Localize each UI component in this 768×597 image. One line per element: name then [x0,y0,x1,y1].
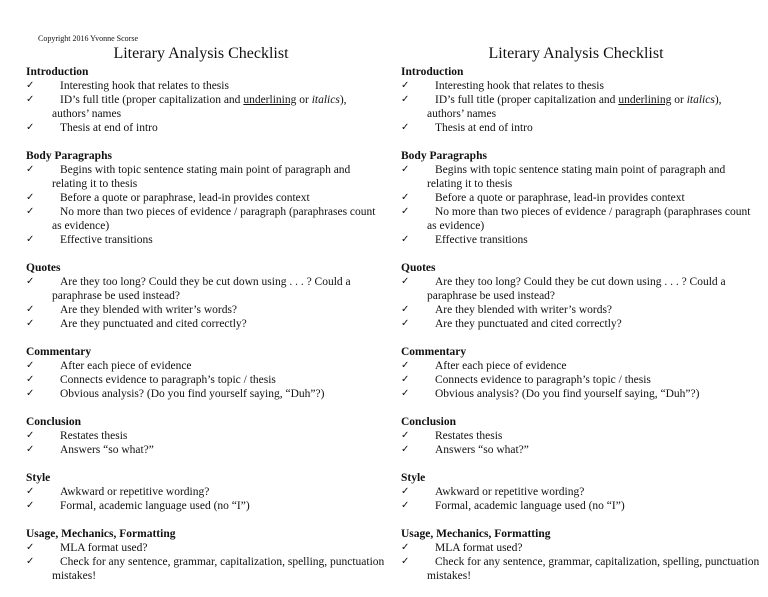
item-text: Are they too long? Could they be cut down using . . . ? Could a paraphrase be used instead? [427,276,726,302]
checklist-item [26,191,386,205]
section-heading: Commentary [401,346,467,358]
item-text: Connects evidence to paragraph’s topic / thesis [435,374,651,386]
checkmark-icon: ✓ [401,304,410,315]
item-text: Interesting hook that relates to thesis [60,80,229,92]
section-heading: Conclusion [26,416,81,428]
checkmark-icon: ✓ [26,500,35,511]
checklist-item [401,373,761,387]
item-text: Restates thesis [60,430,128,442]
checklist-section [401,149,761,247]
item-text: Thesis at end of intro [435,122,533,134]
checkmark-icon: ✓ [401,80,410,91]
checklist-section [401,415,761,457]
item-text: Begins with topic sentence stating main point of paragraph and relating it to thesis [52,164,351,190]
item-text: Formal, academic language used (no “I”) [60,500,250,512]
checklist-item [401,233,761,247]
section-heading: Quotes [26,262,61,274]
item-text: No more than two pieces of evidence / paragraph (paraphrases count as evidence) [427,206,751,232]
checklist-section [26,65,386,135]
checklist-section [26,527,386,583]
section-heading: Body Paragraphs [401,150,487,162]
checklist-item [26,443,386,457]
checklist-item [26,163,386,191]
checkmark-icon: ✓ [26,486,35,497]
section-heading: Usage, Mechanics, Formatting [26,528,176,540]
checklist-item [26,79,386,93]
item-text: Obvious analysis? (Do you find yourself saying, “Duh”?) [60,388,325,400]
checkmark-icon: ✓ [401,164,410,175]
checkmark-icon: ✓ [26,388,35,399]
checkmark-icon: ✓ [26,164,35,175]
checklist-item [401,443,761,457]
checklist-item [401,191,761,205]
item-text: Answers “so what?” [435,444,529,456]
item-text: No more than two pieces of evidence / paragraph (paraphrases count as evidence) [52,206,376,232]
checkmark-icon: ✓ [26,318,35,329]
checklist-item [26,275,386,303]
checklist-item [401,499,761,513]
checklist-item [401,359,761,373]
checkmark-icon: ✓ [401,542,410,553]
item-text: Obvious analysis? (Do you find yourself saying, “Duh”?) [435,388,700,400]
checklist-item [26,485,386,499]
checklist-item [401,79,761,93]
item-text: Effective transitions [60,234,153,246]
checklist-item [26,317,386,331]
checklist-item [401,93,761,121]
checklist-section [26,149,386,247]
item-text: After each piece of evidence [60,360,192,372]
item-text: Awkward or repetitive wording? [435,486,585,498]
checklist-item [401,275,761,303]
checklist-section [26,415,386,457]
checklist-section [26,471,386,513]
checklist-item [26,555,386,583]
section-heading: Introduction [26,66,89,78]
checkmark-icon: ✓ [26,122,35,133]
item-text: After each piece of evidence [435,360,567,372]
checkmark-icon: ✓ [26,430,35,441]
item-text: Are they punctuated and cited correctly? [60,318,247,330]
item-text: Are they too long? Could they be cut down using . . . ? Could a paraphrase be used instead? [52,276,351,302]
checklist-section [401,261,761,331]
checkmark-icon: ✓ [401,486,410,497]
item-text: ID’s full title (proper capitalization and [435,94,619,106]
item-text: ), authors’ names [52,94,347,120]
item-text: Connects evidence to paragraph’s topic / thesis [60,374,276,386]
item-text: Check for any sentence, grammar, capitalization, spelling, punctuation mistakes! [427,556,760,582]
checklist-section [26,261,386,331]
item-text: Are they blended with writer’s words? [60,304,238,316]
checklist-right [401,44,761,597]
checkmark-icon: ✓ [401,206,410,217]
checkmark-icon: ✓ [401,374,410,385]
item-text: Begins with topic sentence stating main point of paragraph and relating it to thesis [427,164,726,190]
item-text: Interesting hook that relates to thesis [435,80,604,92]
item-text: ), authors’ names [427,94,722,120]
checkmark-icon: ✓ [401,500,410,511]
checklist-item [26,429,386,443]
checklist-item [401,205,761,233]
section-heading: Introduction [401,66,464,78]
checkmark-icon: ✓ [401,122,410,133]
section-heading: Quotes [401,262,436,274]
section-heading: Style [401,472,426,484]
item-text: Check for any sentence, grammar, capitalization, spelling, punctuation mistakes! [52,556,385,582]
checklist-left [26,44,386,597]
item-text: italics [311,94,340,106]
section-heading: Style [26,472,51,484]
checklist-item [401,121,761,135]
checkmark-icon: ✓ [401,234,410,245]
checkmark-icon: ✓ [401,444,410,455]
item-text: italics [686,94,715,106]
checklist-item [401,555,761,583]
checklist-item [26,121,386,135]
checklist-item [26,233,386,247]
item-text: or [671,94,687,106]
checkmark-icon: ✓ [401,192,410,203]
checklist-item [26,387,386,401]
checkmark-icon: ✓ [26,374,35,385]
item-text: Before a quote or paraphrase, lead-in provides context [435,192,685,204]
checklist-item [401,163,761,191]
checklist-item [401,317,761,331]
checkmark-icon: ✓ [401,94,410,105]
section-heading: Commentary [26,346,92,358]
checklist-item [26,205,386,233]
checklist-section [401,527,761,583]
checklist-item [401,429,761,443]
copyright-notice: Copyright 2016 Yvonne Scorse [38,34,139,43]
checkmark-icon: ✓ [26,360,35,371]
checkmark-icon: ✓ [26,80,35,91]
checkmark-icon: ✓ [401,388,410,399]
checkmark-icon: ✓ [401,556,410,567]
checkmark-icon: ✓ [26,444,35,455]
checklist-item [26,499,386,513]
checklist-item [26,359,386,373]
checkmark-icon: ✓ [401,430,410,441]
item-text: Effective transitions [435,234,528,246]
checklist-item [26,93,386,121]
checkmark-icon: ✓ [401,318,410,329]
checklist-section [401,65,761,135]
section-heading: Usage, Mechanics, Formatting [401,528,551,540]
item-text: Restates thesis [435,430,503,442]
checklist-item [26,541,386,555]
checklist-section [401,345,761,401]
checkmark-icon: ✓ [26,206,35,217]
checklist-section [26,345,386,401]
checklist-item [26,373,386,387]
item-text: Formal, academic language used (no “I”) [435,500,625,512]
checkmark-icon: ✓ [26,542,35,553]
item-text: ID’s full title (proper capitalization and [60,94,244,106]
checkmark-icon: ✓ [26,304,35,315]
item-text: Answers “so what?” [60,444,154,456]
page-title: Literary Analysis Checklist [113,45,289,62]
checklist-item [401,303,761,317]
item-text: or [296,94,312,106]
item-text: Are they punctuated and cited correctly? [435,318,622,330]
item-text: Thesis at end of intro [60,122,158,134]
checklist-item [401,541,761,555]
checklist-item [401,387,761,401]
item-text: underlining [618,94,672,106]
item-text: MLA format used? [435,542,523,554]
checkmark-icon: ✓ [401,276,410,287]
checkmark-icon: ✓ [26,276,35,287]
checkmark-icon: ✓ [401,360,410,371]
checkmark-icon: ✓ [26,556,35,567]
checklist-section [401,471,761,513]
checkmark-icon: ✓ [26,94,35,105]
checkmark-icon: ✓ [26,234,35,245]
item-text: underlining [243,94,297,106]
item-text: Before a quote or paraphrase, lead-in provides context [60,192,310,204]
item-text: MLA format used? [60,542,148,554]
section-heading: Conclusion [401,416,456,428]
checkmark-icon: ✓ [26,192,35,203]
item-text: Awkward or repetitive wording? [60,486,210,498]
section-heading: Body Paragraphs [26,150,112,162]
page-title: Literary Analysis Checklist [488,45,664,62]
checklist-item [401,485,761,499]
item-text: Are they blended with writer’s words? [435,304,613,316]
checklist-item [26,303,386,317]
